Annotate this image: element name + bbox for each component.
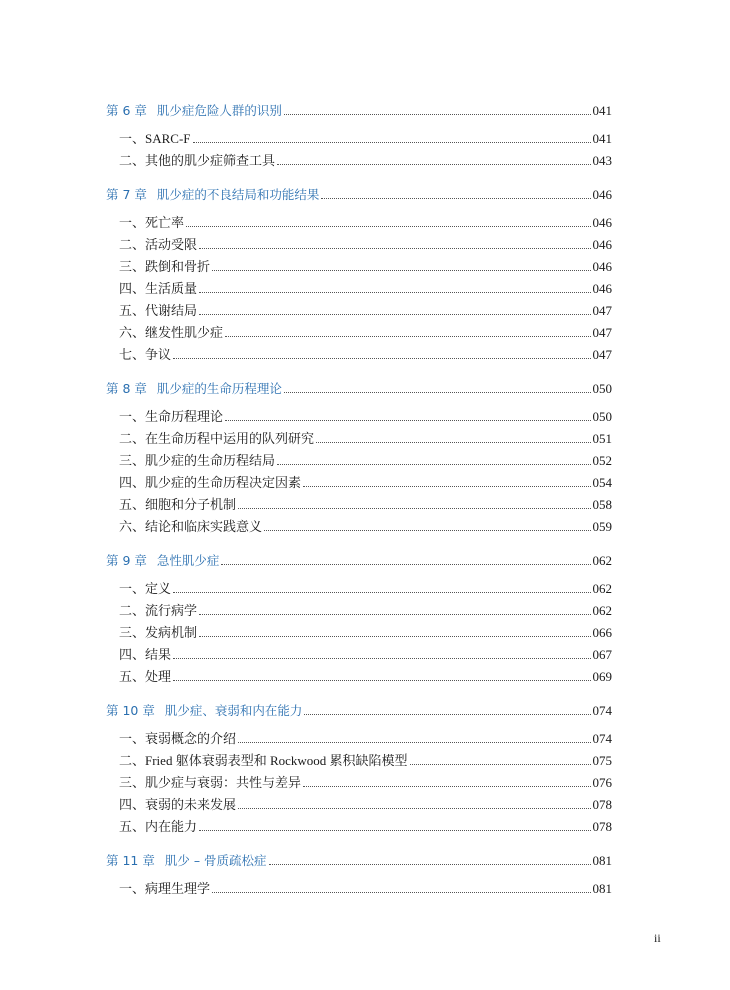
item-title: 六、继发性肌少症	[119, 325, 224, 340]
page-number: 046	[592, 259, 612, 274]
page-number: 069	[592, 669, 612, 684]
leader-dots	[173, 679, 590, 681]
toc-chapter-10[interactable]	[106, 700, 612, 722]
page-number: 046	[592, 187, 612, 202]
toc-item[interactable]	[106, 728, 612, 750]
leader-dots	[199, 313, 590, 315]
page-number: 078	[592, 819, 612, 834]
leader-dots	[225, 335, 590, 337]
page-number: 046	[592, 281, 612, 296]
leader-dots	[264, 529, 590, 531]
toc-item[interactable]	[106, 150, 612, 172]
page-number: 081	[592, 853, 612, 868]
leader-dots	[316, 441, 590, 443]
page-number: 050	[592, 409, 612, 424]
page-number: 081	[592, 881, 612, 896]
chapter-title: 急性肌少症	[156, 553, 220, 568]
item-title: 一、SARC-F	[119, 131, 191, 146]
leader-dots	[303, 485, 590, 487]
chapter-label: 第 11 章	[106, 853, 155, 868]
toc-item[interactable]	[106, 516, 612, 538]
page-number: 062	[592, 581, 612, 596]
chapter-title: 肌少 – 骨质疏松症	[164, 853, 267, 868]
item-title: 一、病理生理学	[119, 881, 211, 896]
item-title: 三、肌少症的生命历程结局	[119, 453, 276, 468]
leader-dots	[173, 591, 590, 593]
toc-item[interactable]	[106, 600, 612, 622]
chapter-label: 第 8 章	[106, 381, 147, 396]
toc-item[interactable]	[106, 794, 612, 816]
item-title: 五、细胞和分子机制	[119, 497, 237, 512]
item-title: 四、肌少症的生命历程决定因素	[119, 475, 302, 490]
chapter-label: 第 9 章	[106, 553, 147, 568]
page-number: 078	[592, 797, 612, 812]
leader-dots	[277, 163, 590, 165]
page-number: 043	[592, 153, 612, 168]
item-title: 一、定义	[119, 581, 172, 596]
page-number: 051	[592, 431, 612, 446]
page-number: 041	[592, 103, 612, 118]
item-title: 二、其他的肌少症筛查工具	[119, 153, 276, 168]
toc-chapter-7[interactable]	[106, 184, 612, 206]
leader-dots	[173, 357, 590, 359]
toc-item[interactable]	[106, 472, 612, 494]
page-number: 075	[592, 753, 612, 768]
page-number: 066	[592, 625, 612, 640]
chapter-title: 肌少症、衰弱和内在能力	[164, 703, 303, 718]
item-title: 一、死亡率	[119, 215, 185, 230]
chapter-label: 第 7 章	[106, 187, 147, 202]
toc-item[interactable]	[106, 212, 612, 234]
toc-chapter-9[interactable]	[106, 550, 612, 572]
toc-item[interactable]	[106, 644, 612, 666]
page-number: 067	[592, 647, 612, 662]
leader-dots	[304, 713, 590, 715]
toc-chapter-11[interactable]	[106, 850, 612, 872]
chapter-title: 肌少症的生命历程理论	[156, 381, 282, 396]
item-title: 四、生活质量	[119, 281, 198, 296]
page-number: 054	[592, 475, 612, 490]
chapter-label: 第 10 章	[106, 703, 155, 718]
toc-item[interactable]	[106, 878, 612, 900]
chapter-label: 第 6 章	[106, 103, 147, 118]
leader-dots	[173, 657, 590, 659]
leader-dots	[269, 863, 591, 865]
page-number: 052	[592, 453, 612, 468]
leader-dots	[410, 763, 591, 765]
leader-dots	[199, 247, 590, 249]
toc-item[interactable]	[106, 428, 612, 450]
toc-item[interactable]	[106, 278, 612, 300]
item-title: 一、衰弱概念的介绍	[119, 731, 237, 746]
toc-item[interactable]	[106, 406, 612, 428]
toc-item[interactable]	[106, 622, 612, 644]
toc-item[interactable]	[106, 816, 612, 838]
leader-dots	[193, 141, 591, 143]
chapter-title: 肌少症危险人群的识别	[156, 103, 282, 118]
leader-dots	[199, 829, 590, 831]
page-number: 058	[592, 497, 612, 512]
toc-item[interactable]	[106, 666, 612, 688]
page-number: 041	[592, 131, 612, 146]
leader-dots	[284, 113, 591, 115]
page-number: 047	[592, 303, 612, 318]
leader-dots	[277, 463, 590, 465]
item-title: 二、流行病学	[119, 603, 198, 618]
page-number: 046	[592, 215, 612, 230]
toc-item[interactable]	[106, 234, 612, 256]
item-title: 三、发病机制	[119, 625, 198, 640]
page-number: 046	[592, 237, 612, 252]
toc-item[interactable]	[106, 450, 612, 472]
toc-item[interactable]	[106, 578, 612, 600]
item-title: 五、内在能力	[119, 819, 198, 834]
item-title: 七、争议	[119, 347, 172, 362]
toc-item[interactable]	[106, 322, 612, 344]
leader-dots	[199, 613, 590, 615]
item-title: 四、结果	[119, 647, 172, 662]
leader-dots	[199, 291, 590, 293]
toc-chapter-6[interactable]	[106, 100, 612, 122]
item-title: 三、肌少症与衰弱：共性与差异	[119, 775, 302, 790]
leader-dots	[238, 507, 590, 509]
leader-dots	[221, 563, 590, 565]
page-number: 059	[592, 519, 612, 534]
toc-item[interactable]	[106, 772, 612, 794]
page-folio: ii	[654, 931, 661, 945]
toc-item[interactable]	[106, 256, 612, 278]
page-number: 050	[592, 381, 612, 396]
leader-dots	[212, 891, 590, 893]
leader-dots	[303, 785, 590, 787]
item-title: 四、衰弱的未来发展	[119, 797, 237, 812]
item-title: 一、生命历程理论	[119, 409, 224, 424]
leader-dots	[238, 807, 590, 809]
item-title: 五、代谢结局	[119, 303, 198, 318]
item-title: 二、活动受限	[119, 237, 198, 252]
leader-dots	[212, 269, 590, 271]
toc-item[interactable]	[106, 750, 612, 772]
leader-dots	[321, 197, 590, 199]
leader-dots	[238, 741, 590, 743]
leader-dots	[186, 225, 590, 227]
toc-item[interactable]	[106, 494, 612, 516]
page-number: 047	[592, 325, 612, 340]
page-number: 047	[592, 347, 612, 362]
leader-dots	[284, 391, 591, 393]
table-of-contents	[106, 100, 612, 900]
item-title: 二、在生命历程中运用的队列研究	[119, 431, 315, 446]
item-title: 三、跌倒和骨折	[119, 259, 211, 274]
page-number: 074	[592, 703, 612, 718]
page-number: 062	[592, 553, 612, 568]
page-number: 062	[592, 603, 612, 618]
item-title: 二、Fried 躯体衰弱表型和 Rockwood 累积缺陷模型	[119, 753, 408, 768]
page-number: 076	[592, 775, 612, 790]
item-title: 六、结论和临床实践意义	[119, 519, 263, 534]
toc-chapter-8[interactable]	[106, 378, 612, 400]
toc-item[interactable]	[106, 128, 612, 150]
leader-dots	[199, 635, 590, 637]
leader-dots	[225, 419, 590, 421]
page-number: 074	[592, 731, 612, 746]
toc-item[interactable]	[106, 300, 612, 322]
toc-item[interactable]	[106, 344, 612, 366]
item-title: 五、处理	[119, 669, 172, 684]
chapter-title: 肌少症的不良结局和功能结果	[156, 187, 320, 202]
